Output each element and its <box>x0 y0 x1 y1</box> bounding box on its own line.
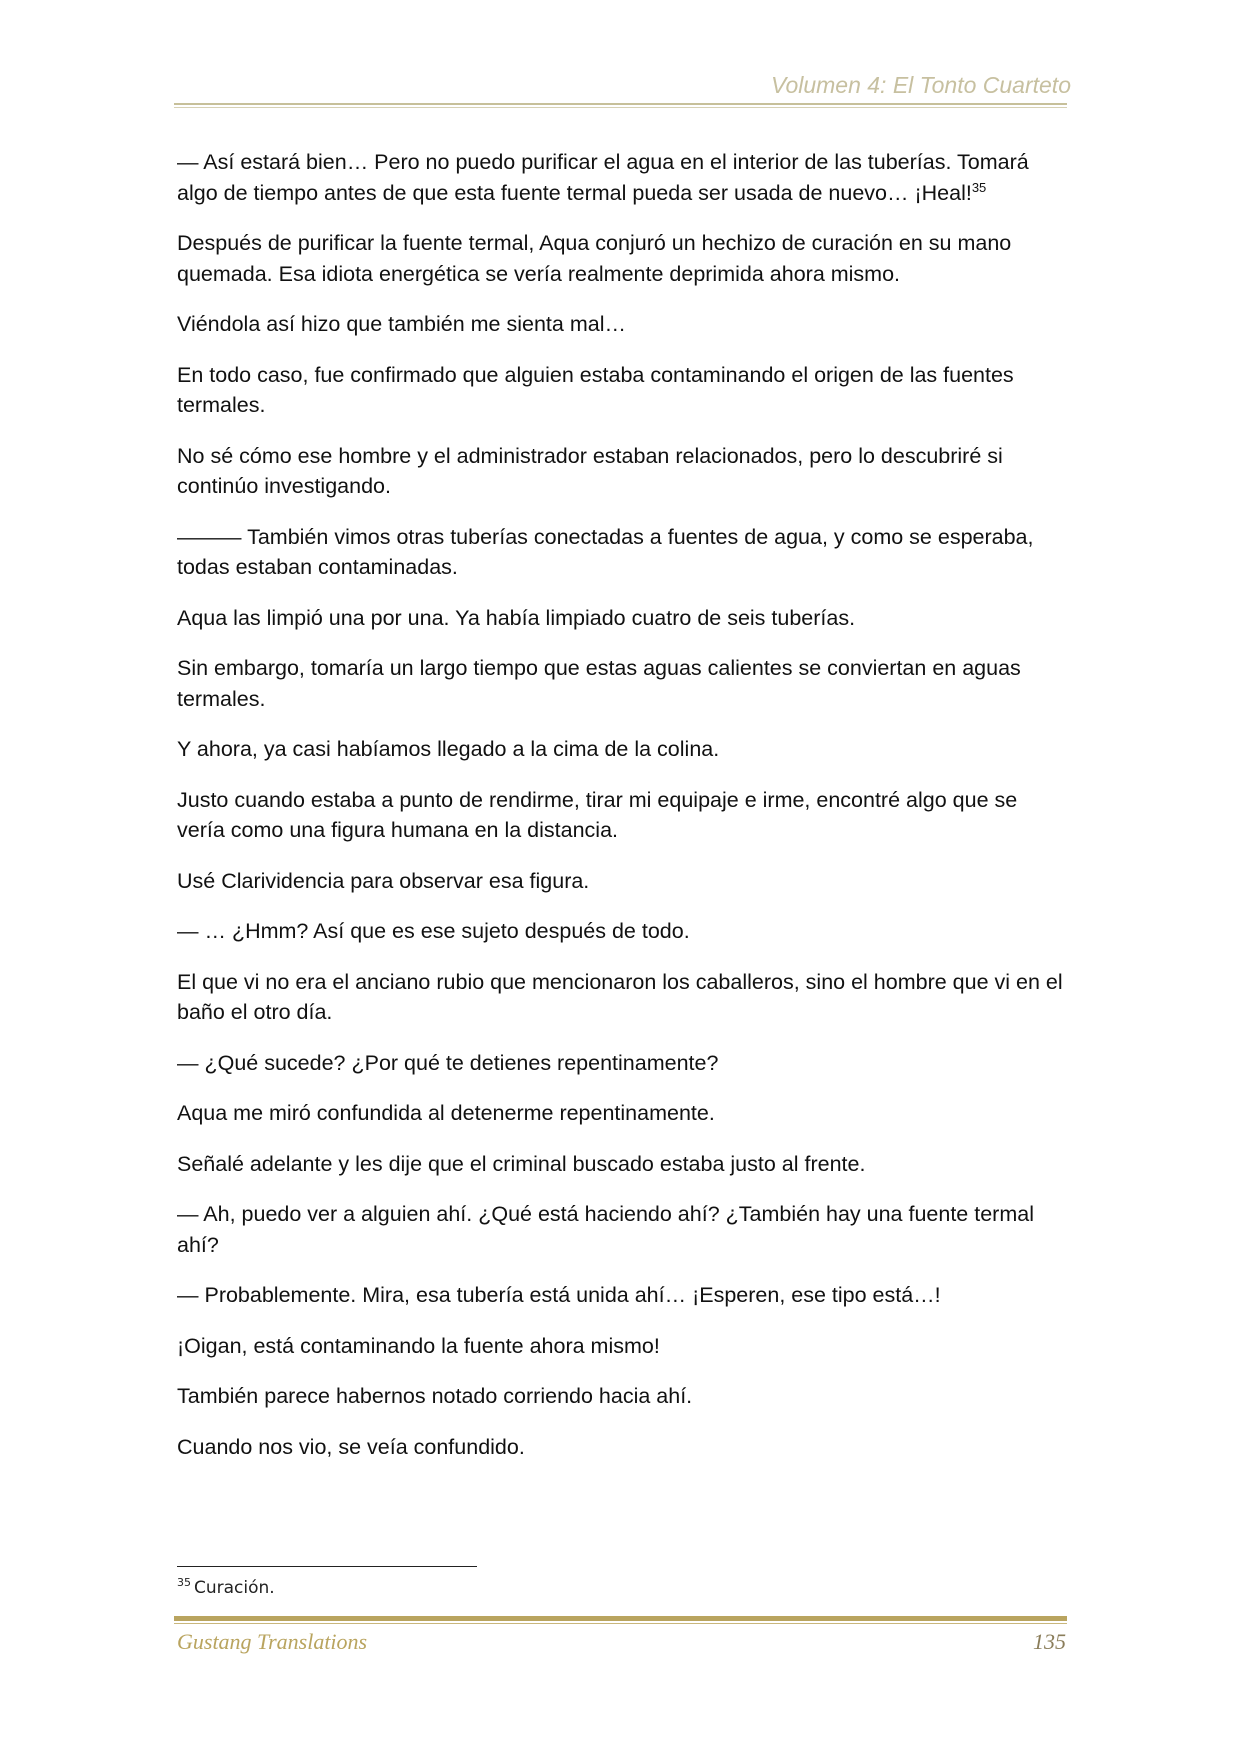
paragraph: — Ah, puedo ver a alguien ahí. ¿Qué está haciendo ahí? ¿También hay una fuente termal ahí? <box>177 1202 1034 1257</box>
paragraph: Aqua me miró confundida al detenerme repentinamente. <box>177 1101 715 1125</box>
footnote-reference[interactable]: 35 <box>971 179 987 195</box>
paragraph: Señalé adelante y les dije que el criminal buscado estaba justo al frente. <box>177 1151 866 1176</box>
paragraph: — … ¿Hmm? Así que es ese sujeto después de todo. <box>177 919 690 943</box>
footer-rule-secondary <box>174 1623 1067 1624</box>
paragraph: También parece habernos notado corriendo hacia ahí. <box>177 1384 693 1408</box>
paragraph: Viéndola así hizo que también me sienta mal… <box>177 312 626 336</box>
paragraph: Cuando nos vio, se veía confundido. <box>177 1434 525 1459</box>
paragraph: ¡Oigan, está contaminando la fuente ahora mismo! <box>177 1333 660 1358</box>
header-rule <box>174 103 1067 105</box>
paragraph: No sé cómo ese hombre y el administrador estaban relacionados, pero lo descubriré si continúo investigando. <box>177 443 1003 498</box>
header-rule-secondary <box>174 107 1067 108</box>
paragraph: Justo cuando estaba a punto de rendirme, tirar mi equipaje e irme, encontré algo que se vería como una figura humana en la distancia. <box>177 787 1018 842</box>
paragraph: El que vi no era el anciano rubio que mencionaron los caballeros, sino el hombre que vi en el baño el otro día. <box>177 969 1063 1024</box>
paragraph: — ¿Qué sucede? ¿Por qué te detienes repentinamente? <box>177 1050 719 1075</box>
footnote-number: 35 <box>177 1576 191 1590</box>
footer-rule <box>174 1616 1067 1621</box>
footer-publisher: Gustang Translations <box>177 1629 368 1654</box>
footnote-text: Curación. <box>194 1578 275 1598</box>
footnote-separator <box>177 1566 477 1567</box>
paragraph: — Así estará bien… Pero no puedo purificar el agua en el interior de las tuberías. Tomará algo de tiempo antes de que esta fuente termal pueda ser usada de nuevo… ¡Heal!$^{35}$ <box>177 150 1029 205</box>
paragraph: ——— También vimos otras tuberías conectadas a fuentes de agua, y como se esperaba, todas estaban contaminadas. <box>177 524 1034 579</box>
paragraph: Sin embargo, tomaría un largo tiempo que estas aguas calientes se conviertan en aguas termales. <box>177 656 1021 711</box>
paragraph: Aqua las limpió una por una. Ya había limpiado cuatro de seis tuberías. <box>177 605 856 630</box>
paragraph: En todo caso, fue confirmado que alguien estaba contaminando el origen de las fuentes termales. <box>177 362 1014 417</box>
paragraph: Usé Clarividencia para observar esa figura. <box>177 868 590 893</box>
page-number: 135 <box>1033 1629 1066 1654</box>
running-header-title: Volumen 4: El Tonto Cuarteto <box>770 72 1071 98</box>
body-text <box>177 147 1067 1482</box>
paragraph: Después de purificar la fuente termal, Aqua conjuró un hechizo de curación en su mano quemada. Esa idiota energética se vería realmente deprimida ahora mismo. <box>177 231 1012 286</box>
paragraph: Y ahora, ya casi habíamos llegado a la cima de la colina. <box>177 737 720 761</box>
paragraph: — Probablemente. Mira, esa tubería está unida ahí… ¡Esperen, ese tipo está…! <box>177 1283 941 1307</box>
footnote <box>177 1578 275 1598</box>
